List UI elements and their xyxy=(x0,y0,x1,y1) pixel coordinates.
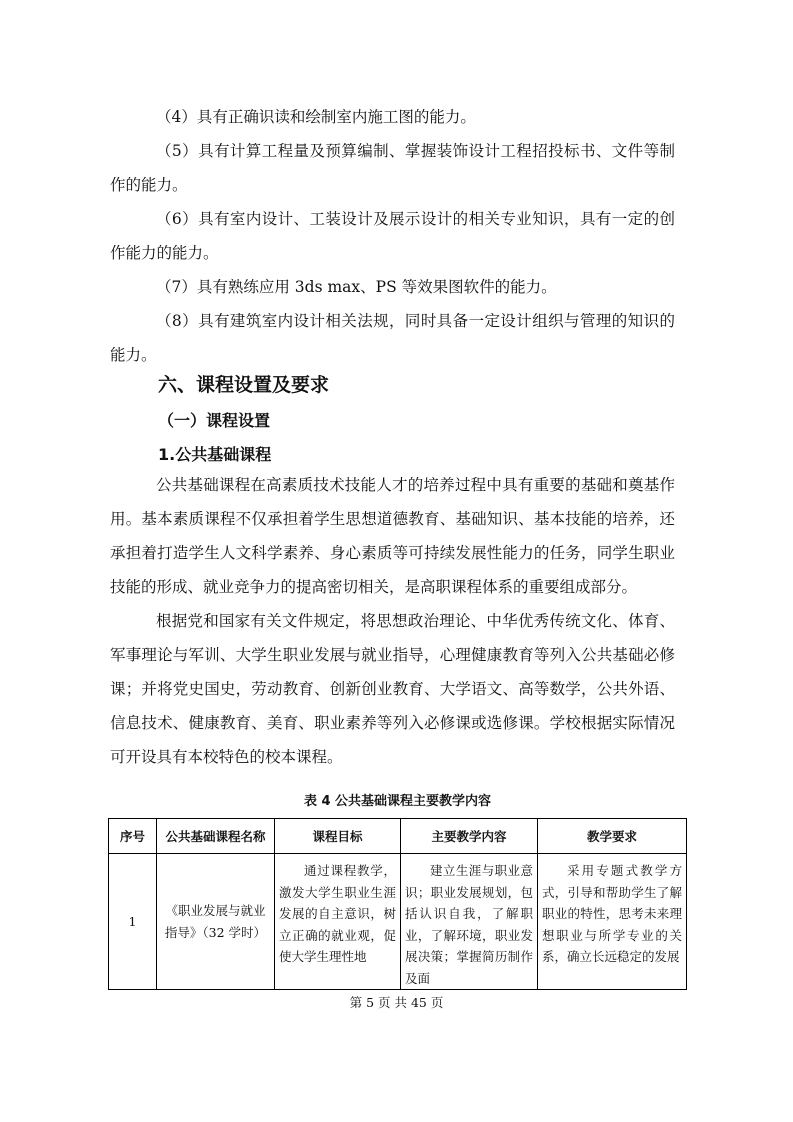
cell-course-name: 《职业发展与就业指导》（32 学时） xyxy=(157,854,275,990)
header-no: 序号 xyxy=(109,819,157,854)
header-course-goal: 课程目标 xyxy=(275,819,401,854)
cell-requirement: 采用专题式教学方式，引导和帮助学生了解职业的特性，思考未来理想职业与所学专业的关系，确立长远稳定的发展 xyxy=(538,854,687,990)
table-caption: 表 4 公共基础课程主要教学内容 xyxy=(303,794,492,809)
table-row xyxy=(109,854,687,990)
cell-course-goal: 通过课程教学，激发大学生职业生涯发展的自主意识，树立正确的就业观，促使大学生理性地 xyxy=(275,854,401,990)
ability-item-8: （8）具有建筑室内设计相关法规，同时具备一定设计组织与管理的知识的能力。 xyxy=(110,312,675,364)
cell-no: 1 xyxy=(109,854,157,990)
header-main-content: 主要教学内容 xyxy=(401,819,538,854)
subsection-title: （一）课程设置 xyxy=(158,411,271,430)
ability-item-4: （4）具有正确识读和绘制室内施工图的能力。 xyxy=(156,108,476,126)
ability-item-7: （7）具有熟练应用 3ds max、PS 等效果图软件的能力。 xyxy=(156,278,557,296)
table-header-row xyxy=(109,819,687,854)
ability-item-6: （6）具有室内设计、工装设计及展示设计的相关专业知识，具有一定的创作能力的能力。 xyxy=(110,210,675,262)
section-title: 六、课程设置及要求 xyxy=(158,374,330,396)
page-footer: 第 5 页 共 45 页 xyxy=(349,995,444,1010)
paragraph-regulations: 根据党和国家有关文件规定，将思想政治理论、中华优秀传统文化、体育、军事理论与军训、大学生职业发展与就业指导，心理健康教育等列入公共基础必修课；并将党史国史，劳动教育、创新创业教育、大学语文、高等数学，公共外语、信息技术、健康教育、美育、职业素养等列入必修课或选修课。学校根据实际情况可开设具有本校特色的校本课程。 xyxy=(110,612,675,766)
ability-item-5: （5）具有计算工程量及预算编制、掌握装饰设计工程招投标书、文件等制作的能力。 xyxy=(110,142,675,194)
header-requirement: 教学要求 xyxy=(538,819,687,854)
sub-subsection-title: 1.公共基础课程 xyxy=(158,445,272,464)
paragraph-public-courses: 公共基础课程在高素质技术技能人才的培养过程中具有重要的基础和奠基作用。基本素质课程不仅承担着学生思想道德教育、基础知识、基本技能的培养，还承担着打造学生人文科学素养、身心素质等可持续发展性能力的任务，同学生职业技能的形成、就业竞争力的提高密切相关，是高职课程体系的重要组成部分。 xyxy=(110,476,675,596)
cell-main-content: 建立生涯与职业意识；职业发展规划，包括认识自我，了解职业，了解环境，职业发展决策；掌握简历制作及面 xyxy=(401,854,538,990)
header-course-name: 公共基础课程名称 xyxy=(157,819,275,854)
course-table xyxy=(108,818,687,990)
